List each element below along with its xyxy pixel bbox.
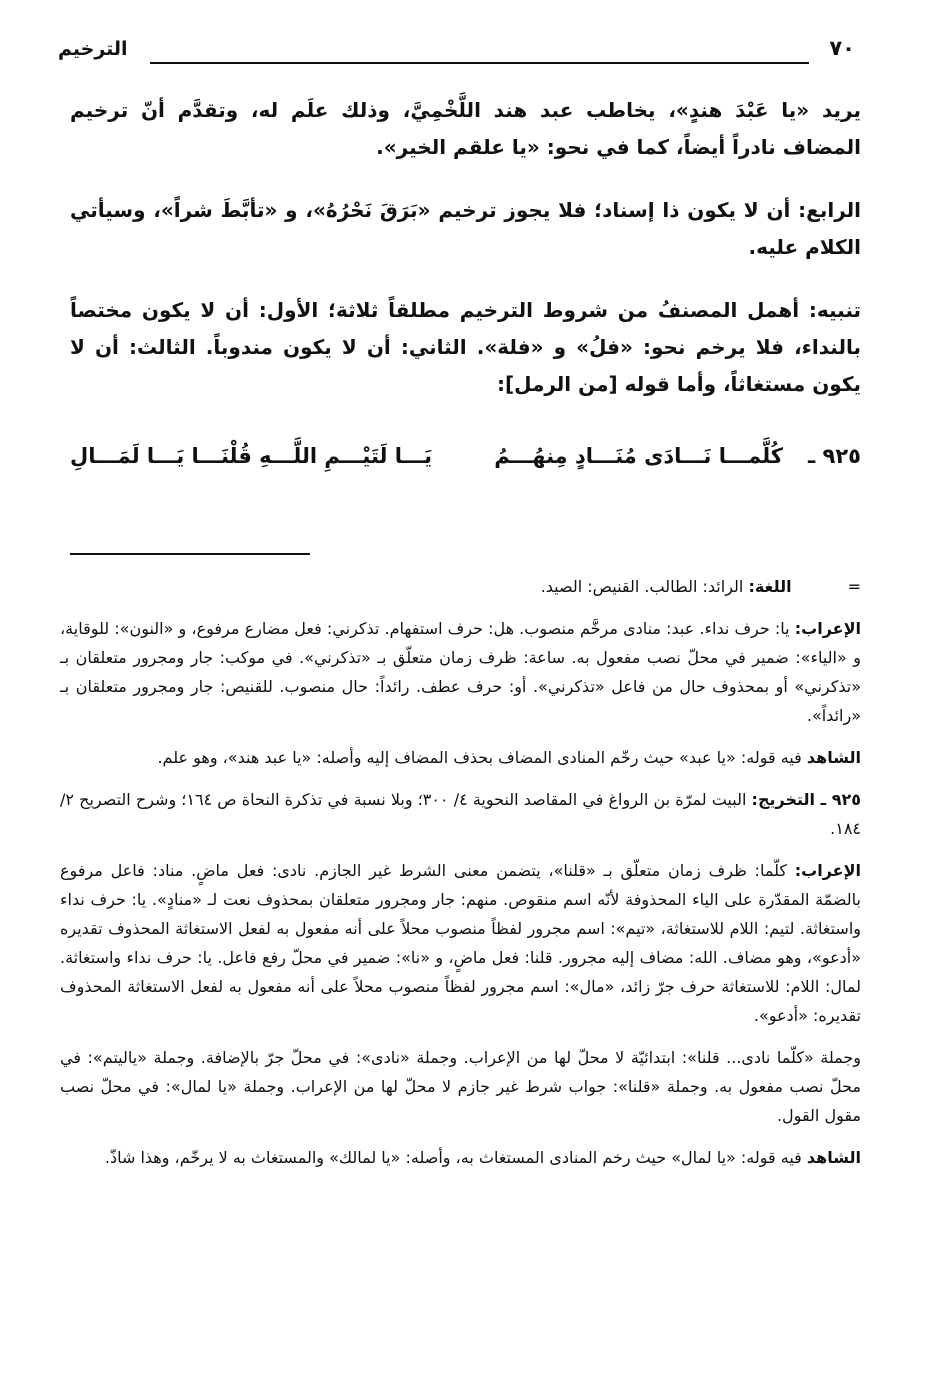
note-text: الرائد: الطالب. القنيص: الصيد.: [540, 577, 749, 596]
footnotes: [60, 572, 861, 1185]
note-key: الشاهد: [806, 748, 861, 767]
footnote-verse-evidence: [60, 1143, 861, 1172]
paragraph-2: الرابع: أن لا يكون ذا إسناد؛ فلا يجوز ترخيم «بَرَقَ نَحْرُهُ»، و «تأبَّطَ شراً»، وسيأتي الكلام عليه.: [70, 198, 861, 259]
running-title: الترخيم: [58, 38, 128, 60]
note-text: فيه قوله: «يا لمال» حيث رخم المنادى المستغاث به، وأصله: «يا لمالك» والمستغاث به لا يرخّم، وهذا شاذّ.: [104, 1148, 807, 1167]
footnote-sourcing: [60, 785, 861, 843]
header-rule: [150, 62, 809, 64]
footnote-separator: [70, 553, 310, 555]
footnote-parsing: [60, 614, 861, 730]
note-text: كلّما: ظرف زمان متعلّق بـ «قلنا»، يتضمن معنى الشرط غير الجازم. نادى: فعل ماضٍ. مناد: فاعل مرفوع بالضمّة المقدّرة على الياء المحذوفة لأنّه اسم منقوص. منهم: جار ومجرور متعلقان بمحذوف نعت لـ «منادٍ». يا: حرف نداء واستغاثة. لتيم: اللام للاستغاثة، «تيم»: اسم مجرور لفظاً منصوب محلاً على أنه مفعول به لفعل الاستغاثة المحذوف تقديره «أدعو»، وهو مضاف. الله: مضاف إليه مجرور. قلنا: فعل ماضٍ، و «نا»: ضمير في محلّ رفع فاعل. يا: حرف نداء واستغاثة. لمال: اللام: للاستغاثة حرف جرّ زائد، «مال»: اسم مجرور لفظاً منصوب محلاً على أنه مفعول به لفعل الاستغاثة المحذوف تقديره: «أدعو».: [60, 861, 861, 1025]
note-key: اللغة:: [748, 577, 792, 596]
note-text: البيت لمرّة بن الرواغ في المقاصد النحوية ٤/ ٣٠٠؛ وبلا نسبة في تذكرة النحاة ص ١٦٤؛ وشرح التصريح ٢/ ١٨٤.: [60, 790, 861, 838]
footnote-sentences: وجملة «كلّما نادى... قلنا»: ابتدائيّة لا محلّ لها من الإعراب. وجملة «نادى»: في محلّ جرّ بالإضافة. وجملة «ياليتم»: في محلّ نصب مفعول به. وجملة «قلنا»: جواب شرط غير جازم لا محلّ لها من الإعراب. وجملة «يا لمال»: في محلّ نصب مقول القول.: [60, 1048, 861, 1125]
footnote-language: [60, 572, 861, 601]
note-key: الإعراب:: [794, 861, 861, 880]
footnote-evidence: [60, 743, 861, 772]
note-key: الإعراب:: [794, 619, 861, 638]
footnote-verse-parsing: [60, 856, 861, 1030]
main-text: [70, 92, 861, 407]
continuation-mark: =: [847, 577, 861, 596]
poetry-verse: [70, 440, 861, 484]
verse-number: ٩٢٥ ـ: [808, 444, 861, 468]
paragraph-1: يريد «يا عَبْدَ هندٍ»، يخاطب عبد هند اللَّخْمِيَّ، وذلك علَم له، وتقدَّم أنّ ترخيم المضاف نادراً أيضاً، كما في نحو: «يا علقم الخير».: [70, 98, 861, 159]
note-key: ٩٢٥ ـ التخريج:: [751, 790, 861, 809]
verse-first-hemistich: كُلَّمـــا نَـــادَى مُنَـــادٍ مِنهُـــمُ: [494, 444, 783, 468]
page-number: ٧٠: [829, 36, 855, 60]
note-text: فيه قوله: «يا عبد» حيث رخّم المنادى المضاف بحذف المضاف إليه وأصله: «يا عبد هند»، وهو علم.: [157, 748, 807, 767]
note-key: الشاهد: [806, 1148, 861, 1167]
note-text: يا: حرف نداء. عبد: منادى مرخَّم منصوب. هل: حرف استفهام. تذكرني: فعل مضارع مرفوع، و «النون»: للوقاية، و «الياء»: ضمير في محلّ نصب مفعول به. ساعة: ظرف زمان متعلّق بـ «تذكرني». في موكب: جار ومجرور متعلقان بـ «تذكرني» أو بمحذوف حال من فاعل «تذكرني». أو: حرف عطف. رائداً: حال منصوب. للقنيص: جار ومجرور متعلقان بـ «رائداً».: [60, 619, 861, 725]
verse-second-hemistich: يَـــا لَتَيْـــمِ اللَّـــهِ قُلْنَـــا يَـــا لَمَـــالِ: [70, 444, 433, 468]
page-header: [58, 36, 855, 76]
paragraph-3: تنبيه: أهمل المصنفُ من شروط الترخيم مطلقاً ثلاثة؛ الأول: أن لا يكون مختصاً بالنداء، فلا يرخم نحو: «فلُ» و «فلة». الثاني: أن لا يكون مندوباً. الثالث: أن لا يكون مستغاثاً، وأما قوله [من الرمل]:: [70, 298, 861, 396]
